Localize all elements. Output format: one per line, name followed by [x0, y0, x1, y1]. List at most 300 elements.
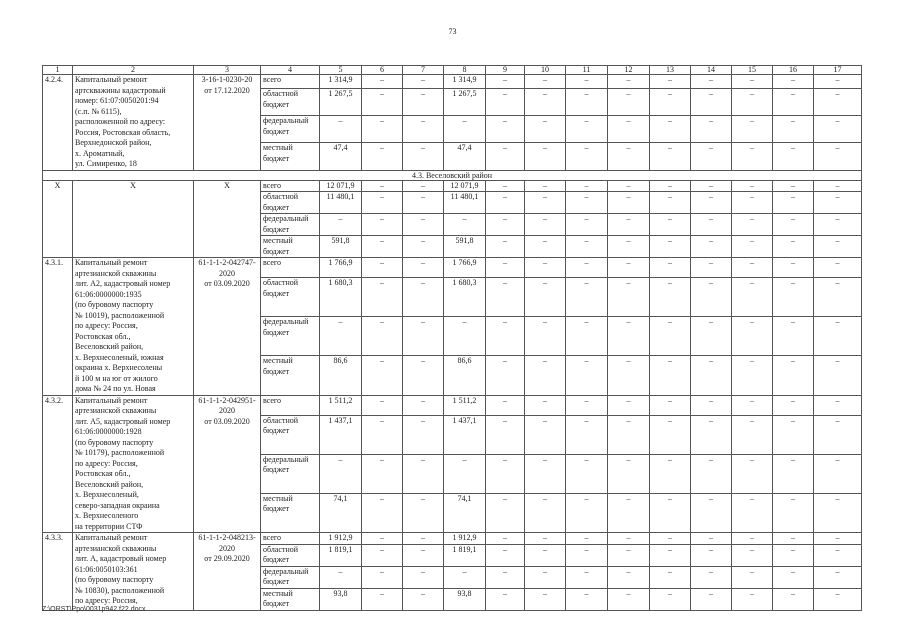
- year-amount: 12 071,9: [444, 180, 486, 192]
- col10-value: –: [525, 192, 566, 214]
- col16-value: –: [773, 493, 814, 532]
- col16-value: –: [773, 75, 814, 89]
- table-row: [43, 180, 862, 192]
- year-amount: –: [444, 116, 486, 143]
- col7-value: –: [403, 415, 444, 454]
- col10-value: –: [525, 75, 566, 89]
- col6-value: –: [362, 236, 403, 258]
- item-description: Капитальный ремонт артезианской скважины лит. А2, кадастровый номер 61:06:0000000:1935 (по буровому паспорту № 10019), расположенной по адресу: Россия, Ростовская обл., Веселовский район, х. Верхнесоленый, южная окраина х. Верхнесолены й 100 м на юг от жилого дома № 24 по ул. Новая: [73, 258, 194, 396]
- total-amount: 47,4: [320, 143, 362, 170]
- col15-value: –: [732, 566, 773, 588]
- total-amount: 11 480,1: [320, 192, 362, 214]
- col17-value: –: [814, 180, 862, 192]
- col6-value: –: [362, 214, 403, 236]
- col15-value: –: [732, 236, 773, 258]
- col16-value: –: [773, 236, 814, 258]
- col17-value: –: [814, 533, 862, 545]
- col10-value: –: [525, 493, 566, 532]
- col9-value: –: [486, 180, 525, 192]
- col14-value: –: [691, 89, 732, 116]
- funding-source: всего: [261, 533, 320, 545]
- year-amount: 1 267,5: [444, 89, 486, 116]
- col14-value: –: [691, 588, 732, 610]
- col10-value: –: [525, 395, 566, 415]
- item-number: 4.3.1.: [43, 258, 73, 396]
- total-amount: 1 680,3: [320, 278, 362, 317]
- col13-value: –: [650, 533, 691, 545]
- col17-value: –: [814, 566, 862, 588]
- col13-value: –: [650, 566, 691, 588]
- col11-value: –: [566, 566, 608, 588]
- column-number: 8: [444, 66, 486, 75]
- col15-value: –: [732, 493, 773, 532]
- col6-value: –: [362, 258, 403, 278]
- total-amount: –: [320, 214, 362, 236]
- col6-value: –: [362, 454, 403, 493]
- total-amount: 1 314,9: [320, 75, 362, 89]
- col15-value: –: [732, 533, 773, 545]
- col11-value: –: [566, 493, 608, 532]
- column-number: 11: [566, 66, 608, 75]
- total-amount: –: [320, 116, 362, 143]
- col13-value: –: [650, 180, 691, 192]
- col10-value: –: [525, 143, 566, 170]
- col7-value: –: [403, 493, 444, 532]
- col10-value: –: [525, 116, 566, 143]
- col12-value: –: [608, 454, 650, 493]
- col9-value: –: [486, 566, 525, 588]
- file-path-footer: Z:\ORST\Ppo\0031p942.f22.docx: [42, 606, 146, 613]
- col6-value: –: [362, 395, 403, 415]
- col16-value: –: [773, 143, 814, 170]
- col16-value: –: [773, 356, 814, 395]
- col6-value: –: [362, 533, 403, 545]
- col6-value: –: [362, 192, 403, 214]
- year-amount: –: [444, 317, 486, 356]
- col14-value: –: [691, 493, 732, 532]
- col7-value: –: [403, 143, 444, 170]
- col7-value: –: [403, 395, 444, 415]
- col10-value: –: [525, 454, 566, 493]
- registration-number: 61-1-1-2-048213- 2020 от 29.09.2020: [194, 533, 261, 611]
- col16-value: –: [773, 89, 814, 116]
- col6-value: –: [362, 588, 403, 610]
- col16-value: –: [773, 214, 814, 236]
- column-number: 9: [486, 66, 525, 75]
- item-description: Х: [73, 180, 194, 258]
- col14-value: –: [691, 258, 732, 278]
- col12-value: –: [608, 75, 650, 89]
- col6-value: –: [362, 415, 403, 454]
- col17-value: –: [814, 395, 862, 415]
- col11-value: –: [566, 192, 608, 214]
- col12-value: –: [608, 566, 650, 588]
- col11-value: –: [566, 116, 608, 143]
- col9-value: –: [486, 356, 525, 395]
- table-row: [43, 258, 862, 278]
- col6-value: –: [362, 493, 403, 532]
- col9-value: –: [486, 258, 525, 278]
- funding-source: местный бюджет: [261, 143, 320, 170]
- col6-value: –: [362, 75, 403, 89]
- col15-value: –: [732, 395, 773, 415]
- column-number: 13: [650, 66, 691, 75]
- page-number: 73: [448, 27, 457, 36]
- col10-value: –: [525, 214, 566, 236]
- year-amount: 1 819,1: [444, 544, 486, 566]
- column-number: 16: [773, 66, 814, 75]
- total-amount: 1 267,5: [320, 89, 362, 116]
- col17-value: –: [814, 192, 862, 214]
- col14-value: –: [691, 278, 732, 317]
- item-number: 4.3.3.: [43, 533, 73, 611]
- col9-value: –: [486, 493, 525, 532]
- total-amount: 1 766,9: [320, 258, 362, 278]
- col12-value: –: [608, 143, 650, 170]
- col14-value: –: [691, 454, 732, 493]
- funding-source: областной бюджет: [261, 192, 320, 214]
- col12-value: –: [608, 236, 650, 258]
- col14-value: –: [691, 236, 732, 258]
- year-amount: 1 912,9: [444, 533, 486, 545]
- funding-source: местный бюджет: [261, 588, 320, 610]
- funding-source: областной бюджет: [261, 544, 320, 566]
- total-amount: 12 071,9: [320, 180, 362, 192]
- col10-value: –: [525, 415, 566, 454]
- total-amount: 1 912,9: [320, 533, 362, 545]
- col11-value: –: [566, 236, 608, 258]
- col6-value: –: [362, 180, 403, 192]
- total-amount: –: [320, 566, 362, 588]
- col7-value: –: [403, 317, 444, 356]
- col14-value: –: [691, 116, 732, 143]
- funding-source: всего: [261, 180, 320, 192]
- col11-value: –: [566, 454, 608, 493]
- col17-value: –: [814, 356, 862, 395]
- col15-value: –: [732, 415, 773, 454]
- col12-value: –: [608, 89, 650, 116]
- col13-value: –: [650, 214, 691, 236]
- item-number: 4.2.4.: [43, 75, 73, 171]
- col13-value: –: [650, 143, 691, 170]
- year-amount: 86,6: [444, 356, 486, 395]
- col10-value: –: [525, 317, 566, 356]
- col12-value: –: [608, 258, 650, 278]
- col11-value: –: [566, 258, 608, 278]
- col6-value: –: [362, 544, 403, 566]
- col11-value: –: [566, 278, 608, 317]
- total-amount: 1 511,2: [320, 395, 362, 415]
- col17-value: –: [814, 258, 862, 278]
- table-row: [43, 533, 862, 545]
- col13-value: –: [650, 75, 691, 89]
- col13-value: –: [650, 89, 691, 116]
- funding-source: областной бюджет: [261, 89, 320, 116]
- col16-value: –: [773, 192, 814, 214]
- col6-value: –: [362, 89, 403, 116]
- column-number-row: [43, 66, 862, 75]
- col7-value: –: [403, 89, 444, 116]
- item-description: Капитальный ремонт артскважины кадастровый номер: 61:07:0050201:94 (с.п. № 6115), расположенной по адресу: Россия, Ростовская область, Верхнедонской район, х. Ароматный, ул. Симиренко, 18: [73, 75, 194, 171]
- col16-value: –: [773, 454, 814, 493]
- col17-value: –: [814, 544, 862, 566]
- col14-value: –: [691, 415, 732, 454]
- col9-value: –: [486, 116, 525, 143]
- col15-value: –: [732, 180, 773, 192]
- col16-value: –: [773, 258, 814, 278]
- table-row: [43, 395, 862, 415]
- col7-value: –: [403, 75, 444, 89]
- col17-value: –: [814, 236, 862, 258]
- funding-source: федеральный бюджет: [261, 116, 320, 143]
- col14-value: –: [691, 75, 732, 89]
- col17-value: –: [814, 143, 862, 170]
- col14-value: –: [691, 180, 732, 192]
- col17-value: –: [814, 588, 862, 610]
- col14-value: –: [691, 192, 732, 214]
- funding-source: всего: [261, 258, 320, 278]
- column-number: 5: [320, 66, 362, 75]
- col10-value: –: [525, 356, 566, 395]
- col16-value: –: [773, 566, 814, 588]
- column-number: 4: [261, 66, 320, 75]
- column-number: 14: [691, 66, 732, 75]
- col9-value: –: [486, 143, 525, 170]
- item-description: Капитальный ремонт артезианской скважины лит. А, кадастровый номер 61:06:0050103:361 (по буровому паспорту № 10830), расположенной по адресу: Россия,: [73, 533, 194, 611]
- column-number: 12: [608, 66, 650, 75]
- registration-number: 3-16-1-0230-20 от 17.12.2020: [194, 75, 261, 171]
- total-amount: –: [320, 317, 362, 356]
- col9-value: –: [486, 236, 525, 258]
- col6-value: –: [362, 116, 403, 143]
- funding-source: областной бюджет: [261, 278, 320, 317]
- total-amount: 591,8: [320, 236, 362, 258]
- year-amount: 1 437,1: [444, 415, 486, 454]
- col6-value: –: [362, 143, 403, 170]
- col7-value: –: [403, 588, 444, 610]
- col11-value: –: [566, 75, 608, 89]
- col7-value: –: [403, 566, 444, 588]
- col12-value: –: [608, 588, 650, 610]
- col13-value: –: [650, 544, 691, 566]
- col16-value: –: [773, 180, 814, 192]
- col14-value: –: [691, 356, 732, 395]
- col12-value: –: [608, 544, 650, 566]
- year-amount: 1 314,9: [444, 75, 486, 89]
- col7-value: –: [403, 533, 444, 545]
- col17-value: –: [814, 415, 862, 454]
- section-title: 4.3. Веселовский район: [43, 170, 862, 180]
- col16-value: –: [773, 588, 814, 610]
- year-amount: 1 766,9: [444, 258, 486, 278]
- col7-value: –: [403, 356, 444, 395]
- col7-value: –: [403, 192, 444, 214]
- col9-value: –: [486, 278, 525, 317]
- funding-source: федеральный бюджет: [261, 214, 320, 236]
- col13-value: –: [650, 236, 691, 258]
- funding-source: федеральный бюджет: [261, 317, 320, 356]
- col11-value: –: [566, 588, 608, 610]
- total-amount: 1 819,1: [320, 544, 362, 566]
- col6-value: –: [362, 356, 403, 395]
- col7-value: –: [403, 214, 444, 236]
- col15-value: –: [732, 588, 773, 610]
- col12-value: –: [608, 356, 650, 395]
- col9-value: –: [486, 588, 525, 610]
- col15-value: –: [732, 317, 773, 356]
- col15-value: –: [732, 192, 773, 214]
- col9-value: –: [486, 75, 525, 89]
- col10-value: –: [525, 180, 566, 192]
- col12-value: –: [608, 214, 650, 236]
- col11-value: –: [566, 415, 608, 454]
- year-amount: 11 480,1: [444, 192, 486, 214]
- col17-value: –: [814, 214, 862, 236]
- col17-value: –: [814, 493, 862, 532]
- col17-value: –: [814, 116, 862, 143]
- year-amount: 1 511,2: [444, 395, 486, 415]
- column-number: 17: [814, 66, 862, 75]
- column-number: 3: [194, 66, 261, 75]
- col15-value: –: [732, 544, 773, 566]
- col12-value: –: [608, 415, 650, 454]
- registration-number: Х: [194, 180, 261, 258]
- column-number: 15: [732, 66, 773, 75]
- col17-value: –: [814, 317, 862, 356]
- col15-value: –: [732, 258, 773, 278]
- col16-value: –: [773, 544, 814, 566]
- col17-value: –: [814, 278, 862, 317]
- col13-value: –: [650, 192, 691, 214]
- col7-value: –: [403, 258, 444, 278]
- col17-value: –: [814, 89, 862, 116]
- col12-value: –: [608, 533, 650, 545]
- section-row: [43, 170, 862, 180]
- col9-value: –: [486, 454, 525, 493]
- year-amount: 74,1: [444, 493, 486, 532]
- col10-value: –: [525, 258, 566, 278]
- col11-value: –: [566, 544, 608, 566]
- col15-value: –: [732, 454, 773, 493]
- col10-value: –: [525, 588, 566, 610]
- col12-value: –: [608, 116, 650, 143]
- total-amount: 1 437,1: [320, 415, 362, 454]
- registration-number: 61-1-1-2-042951- 2020 от 03.09.2020: [194, 395, 261, 533]
- column-number: 10: [525, 66, 566, 75]
- col10-value: –: [525, 533, 566, 545]
- item-number: 4.3.2.: [43, 395, 73, 533]
- total-amount: –: [320, 454, 362, 493]
- funding-source: местный бюджет: [261, 356, 320, 395]
- col13-value: –: [650, 258, 691, 278]
- col12-value: –: [608, 317, 650, 356]
- funding-source: всего: [261, 395, 320, 415]
- total-amount: 86,6: [320, 356, 362, 395]
- budget-table: [42, 65, 862, 611]
- year-amount: 591,8: [444, 236, 486, 258]
- col12-value: –: [608, 180, 650, 192]
- col15-value: –: [732, 278, 773, 317]
- col11-value: –: [566, 395, 608, 415]
- col15-value: –: [732, 214, 773, 236]
- col13-value: –: [650, 278, 691, 317]
- col15-value: –: [732, 356, 773, 395]
- col9-value: –: [486, 214, 525, 236]
- col15-value: –: [732, 143, 773, 170]
- col10-value: –: [525, 89, 566, 116]
- col10-value: –: [525, 236, 566, 258]
- col6-value: –: [362, 317, 403, 356]
- col12-value: –: [608, 278, 650, 317]
- col7-value: –: [403, 278, 444, 317]
- col11-value: –: [566, 356, 608, 395]
- col10-value: –: [525, 566, 566, 588]
- col14-value: –: [691, 214, 732, 236]
- col11-value: –: [566, 533, 608, 545]
- col15-value: –: [732, 89, 773, 116]
- col17-value: –: [814, 454, 862, 493]
- col14-value: –: [691, 566, 732, 588]
- col13-value: –: [650, 116, 691, 143]
- col16-value: –: [773, 116, 814, 143]
- col7-value: –: [403, 116, 444, 143]
- registration-number: 61-1-1-2-042747- 2020 от 03.09.2020: [194, 258, 261, 396]
- col12-value: –: [608, 395, 650, 415]
- column-number: 2: [73, 66, 194, 75]
- col13-value: –: [650, 415, 691, 454]
- year-amount: –: [444, 566, 486, 588]
- col7-value: –: [403, 544, 444, 566]
- col13-value: –: [650, 454, 691, 493]
- year-amount: –: [444, 454, 486, 493]
- col7-value: –: [403, 454, 444, 493]
- funding-source: областной бюджет: [261, 415, 320, 454]
- column-number: 1: [43, 66, 73, 75]
- col14-value: –: [691, 544, 732, 566]
- col9-value: –: [486, 192, 525, 214]
- col13-value: –: [650, 317, 691, 356]
- col11-value: –: [566, 214, 608, 236]
- col9-value: –: [486, 317, 525, 356]
- col10-value: –: [525, 278, 566, 317]
- total-amount: 74,1: [320, 493, 362, 532]
- year-amount: 93,8: [444, 588, 486, 610]
- col9-value: –: [486, 89, 525, 116]
- total-amount: 93,8: [320, 588, 362, 610]
- col15-value: –: [732, 116, 773, 143]
- col13-value: –: [650, 493, 691, 532]
- col9-value: –: [486, 395, 525, 415]
- col14-value: –: [691, 395, 732, 415]
- col7-value: –: [403, 180, 444, 192]
- col6-value: –: [362, 278, 403, 317]
- item-description: Капитальный ремонт артезианской скважины лит. А5, кадастровый номер 61:06:0000000:1928 (по буровому паспорту № 10179), расположенной по адресу: Россия, Ростовская обл., Веселовский район, х. Верхнесоленый, северо-западная окраина х. Верхнесоленого на территории СТФ: [73, 395, 194, 533]
- col6-value: –: [362, 566, 403, 588]
- col16-value: –: [773, 415, 814, 454]
- col11-value: –: [566, 180, 608, 192]
- col11-value: –: [566, 317, 608, 356]
- col11-value: –: [566, 89, 608, 116]
- col9-value: –: [486, 533, 525, 545]
- col12-value: –: [608, 192, 650, 214]
- funding-source: федеральный бюджет: [261, 566, 320, 588]
- col13-value: –: [650, 395, 691, 415]
- funding-source: местный бюджет: [261, 236, 320, 258]
- col16-value: –: [773, 317, 814, 356]
- column-number: 6: [362, 66, 403, 75]
- col15-value: –: [732, 75, 773, 89]
- col13-value: –: [650, 356, 691, 395]
